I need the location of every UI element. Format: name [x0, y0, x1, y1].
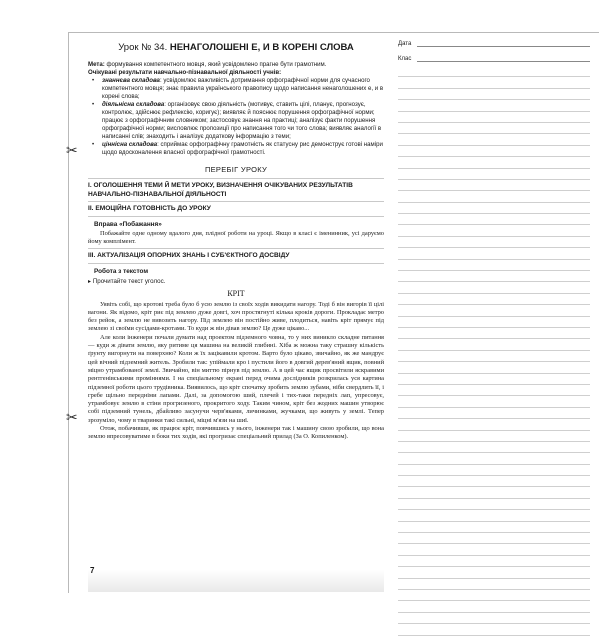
page-shadow — [88, 570, 384, 592]
divider — [88, 263, 384, 264]
scissors-icon: ✂ — [66, 409, 78, 425]
results-heading: Очікувані результати навчально-пізнавальної діяльності учнів: — [88, 69, 282, 76]
exercise-text: Побажайте одне одному вдалого дня, плідної роботи на уроці. Якщо в класі є іменинник, усі даруємо йому комплімент. — [88, 229, 384, 245]
section-heading-1: І. ОГОЛОШЕННЯ ТЕМИ Й МЕТИ УРОКУ, ВИЗНАЧЕННЯ ОЧІКУВАНИХ РЕЗУЛЬТАТІВ НАВЧАЛЬНО-ПІЗНАВАЛЬНОЇ ДІЯЛЬНОСТІ — [88, 182, 353, 198]
list-item: • діяльнісна складова: організовує свою діяльність (мотивує, ставить цілі, планує, прогнозує, контролює, здійснює рефлексію, коригує); виявляє й пояснює порушення орфографічної норми; працює з орфографічним словником; застосовує знання на практиці; аналізує факти порушення орфографічної норми; висловлює пропозиції про написання того чи того слова; виявляє аналогії в написанні слів; знаходить і аналізує додаткову інформацію з теми; — [88, 101, 384, 141]
note-lines — [398, 66, 590, 636]
divider — [88, 248, 384, 249]
instruction: ▸ Прочитайте текст уголос. — [88, 277, 166, 285]
date-field[interactable]: Дата — [398, 40, 590, 47]
lesson-goal: Мета: формування компетентного мовця, який усвідомлено прагне бути грамотним. — [88, 61, 327, 68]
story-title: КРІТ — [227, 288, 245, 298]
class-field[interactable]: Клас — [398, 55, 590, 62]
text-work-title: Робота з текстом — [94, 267, 149, 275]
lesson-content — [88, 40, 384, 442]
list-item: • знаннєва складова: усвідомлює важливість дотримання орфографічної норми для сучасного компетентного мовця; знає правила українського правопису щодо написання ненаголошених е, и в корені слова; — [88, 77, 384, 101]
exercise-title: Вправа «Побажання» — [94, 220, 162, 228]
divider — [88, 201, 384, 202]
story-paragraph: Отож, побачивши, як працює кріт, повчившись у нього, інженери так і машину свою зробили, що вона землю впресовуватиме в боки тих ходів, які прогризає спеціальний прилад (За О. Копиленком). — [88, 425, 384, 441]
lesson-title: Урок № 34. НЕНАГОЛОШЕНІ Е, И В КОРЕНІ СЛОВА — [118, 42, 354, 53]
scissors-icon: ✂ — [66, 142, 78, 158]
results-list — [88, 77, 384, 157]
story-paragraph: Уявіть собі, що кротові треба було б усю землю із своїх ходів викидати нагору. Тоді б він вигорів її цілі вагони. Як відомо, кріт риє під землею дуже довгі, хоч простягнуті кілька кроків дороги. Прокладає метро без рейок, а землю не вивозить нагору. Під землею він постійно живе, плодиться, навіть кріт прямує під землею зі своїми сусідами-кротами. То куди ж він дівав землю? Це дуже цікаво... — [88, 300, 384, 333]
section-heading-3: ІІІ. АКТУАЛІЗАЦІЯ ОПОРНИХ ЗНАНЬ І СУБ'ЄКТНОГО ДОСВІДУ — [88, 252, 290, 260]
page-number: 7 — [90, 566, 95, 575]
story-paragraph: Але коли інженери почали думати над проектом підземного човна, то у них виникло складне питання — куди ж дівати землю, яку ритиме ця машина на великій глибині. Хіба ж можна таку страшну кількість ґрунту вигорнути на поверхню? Коли ж їх зацікавили кротом. Варто було цікаво, звичайно, як же мандрує цей вічний підземний житель. Зробили так: упіймали кро і пустили його в довгий дерев'яний ящик, повний міцно утрамбованої землі. Звичайно, він миттю пірнув під землю. А в цей час ящик просвітили яскравими рентгенівськими проміннями. І на спеціальному екрані перед очима дослідників розкрилась уся картина підземної роботи цього трудівника. Виявилось, що кріт спочатку зробить землю зубами, ніби свердлить її, і гребе щільно передніми лапами. Далі, за допомогою ший, плечей і тих-таки передніх лап, упресовує, утрамбовує землю в стіни прогризеного, прокритого ходу. Таким чином, кріт без жодних машин утворює собі підземний тунель, дбайливо засунучи черв'яками, личинками, жучками, що живуть у землі. Тепер зрозуміло, чому в тваринки такі сильні, міцні м'язи на шиї. — [88, 333, 384, 424]
section-heading-2: ІІ. ЕМОЦІЙНА ГОТОВНІСТЬ ДО УРОКУ — [88, 205, 211, 212]
divider — [88, 216, 384, 217]
plan-title: ПЕРЕБІГ УРОКУ — [204, 165, 268, 174]
triangle-icon: ▸ — [88, 277, 92, 285]
divider — [88, 178, 384, 179]
list-item: • ціннісна складова: сприймає орфографічну грамотність як статусну рис демонструє готові наміри щодо вдосконалення власної орфографічної грамотності. — [88, 141, 384, 157]
